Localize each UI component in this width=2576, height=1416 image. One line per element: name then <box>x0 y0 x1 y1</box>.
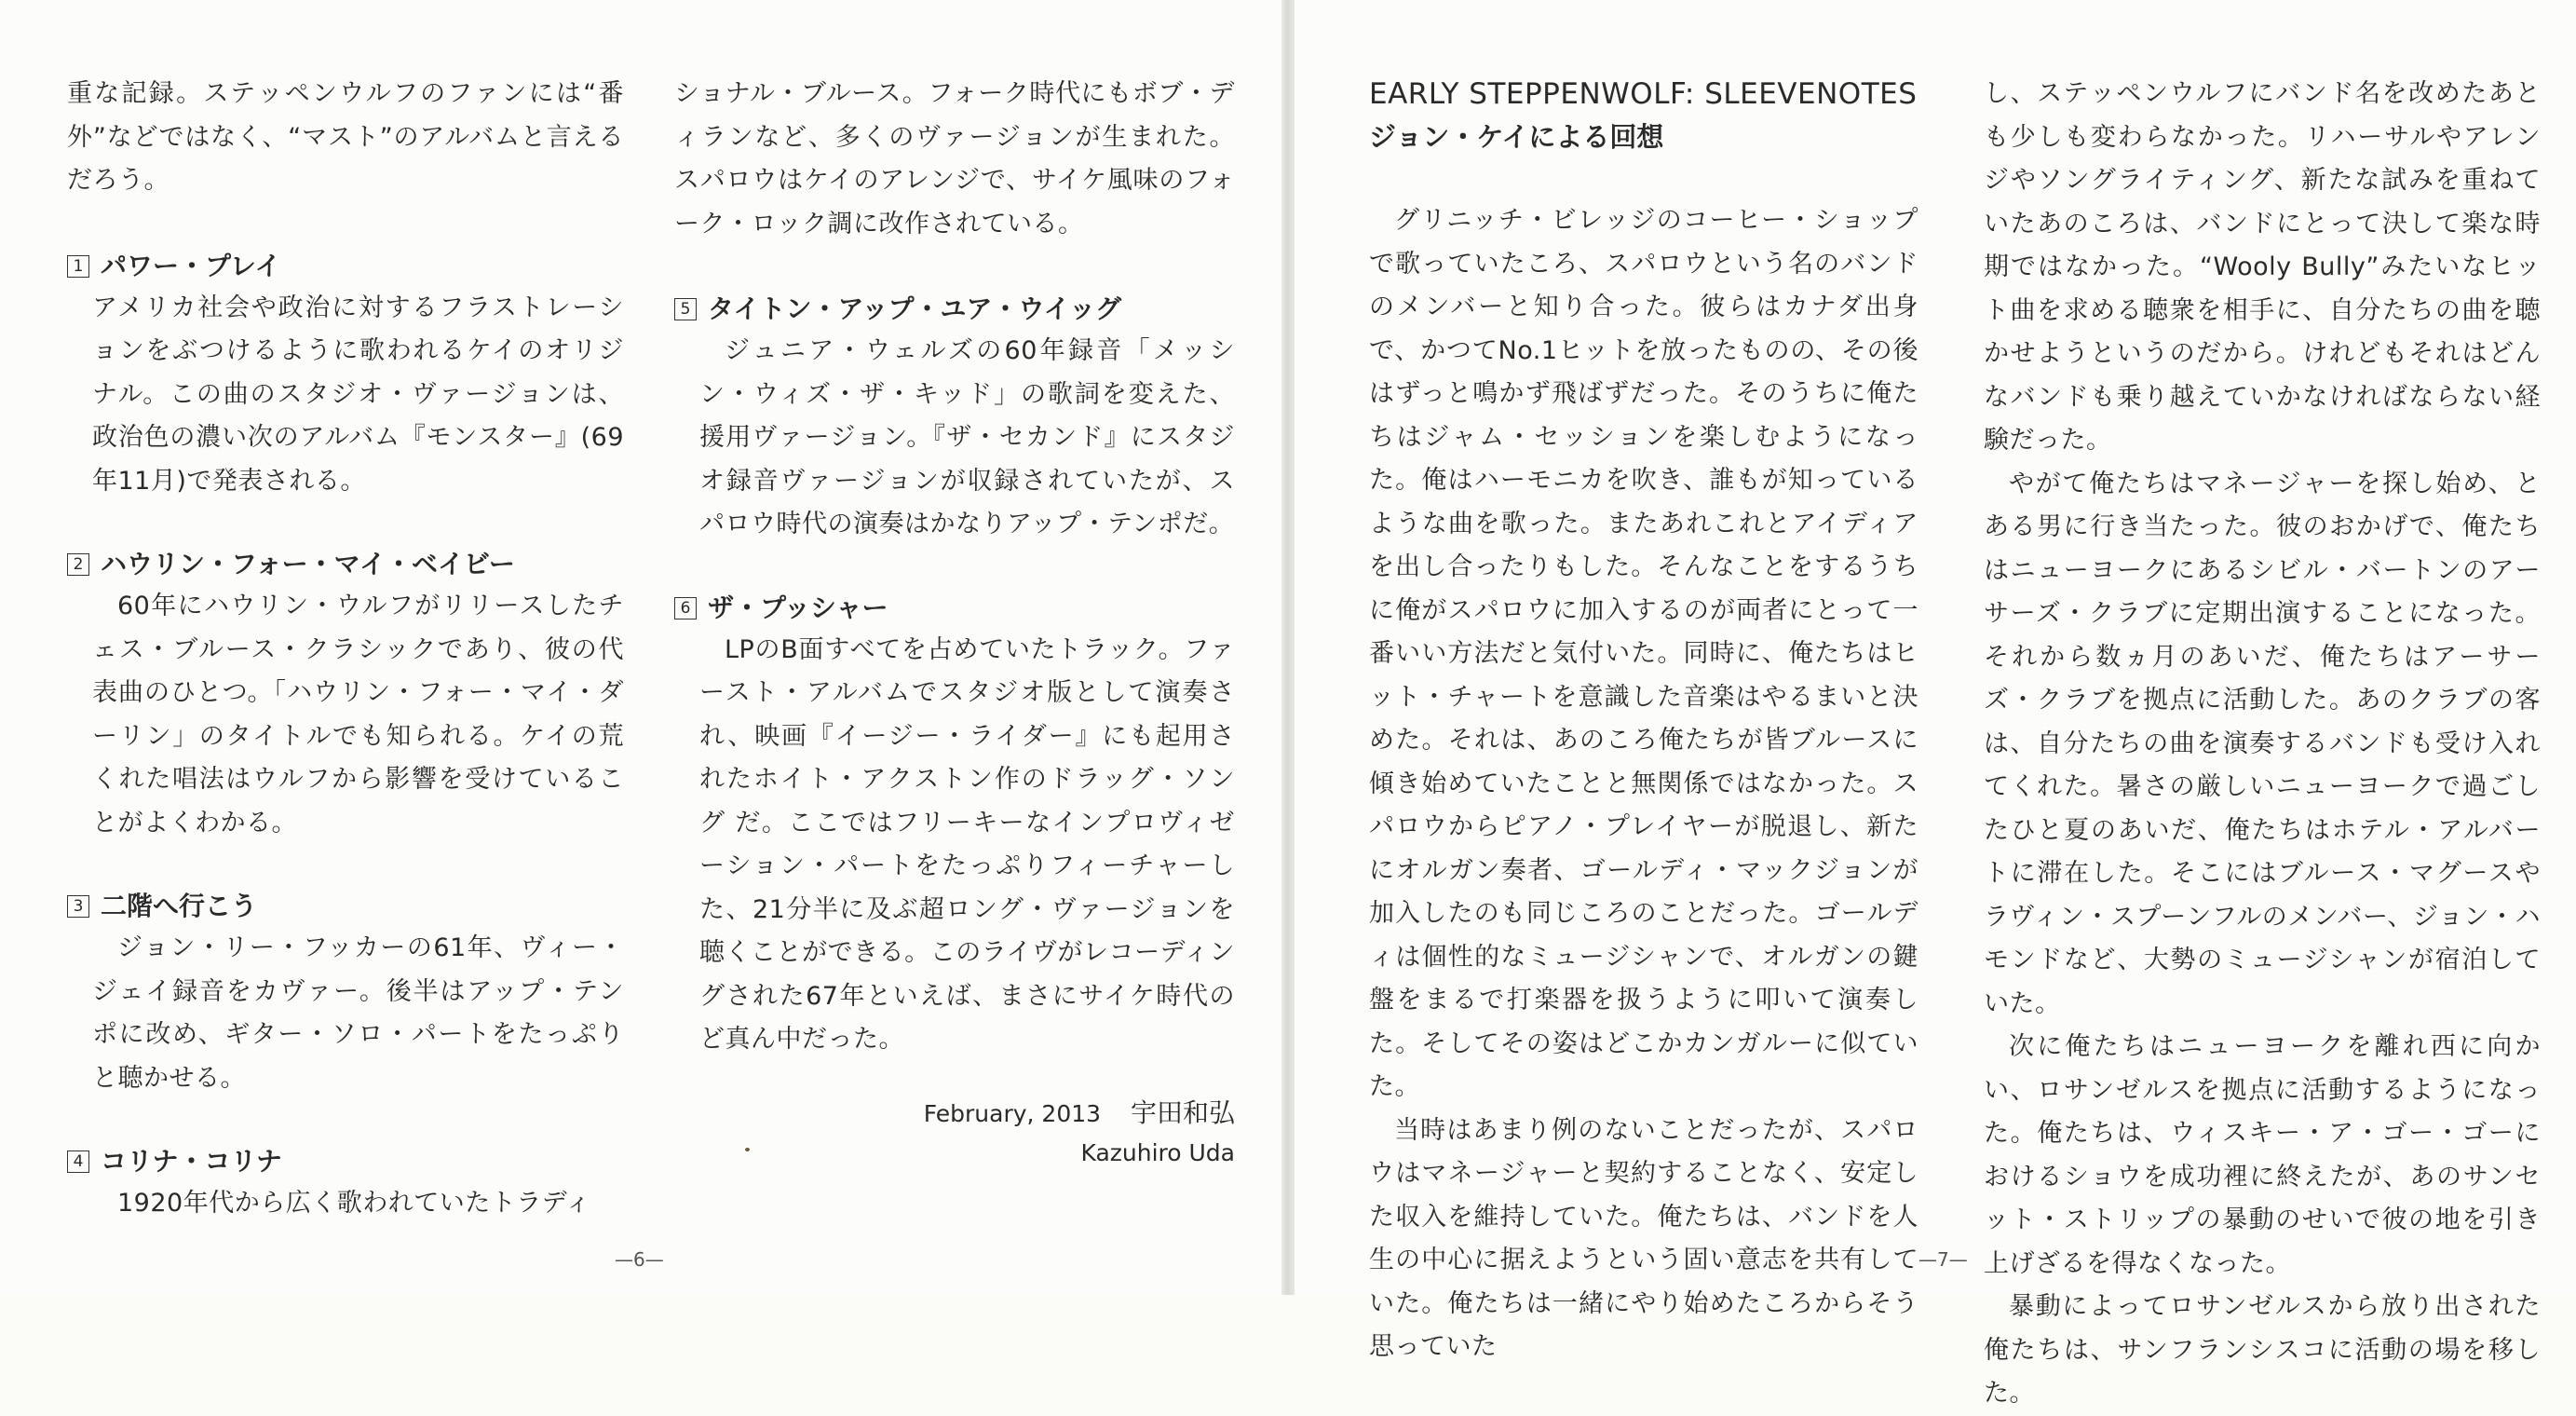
track-heading-4 <box>67 1141 624 1182</box>
body-paragraph: し、ステッペンウルフにバンド名を改めたあとも少しも変わらなかった。リハーサルやアレンジやソングライティング、新たな試みを重ねていたあのころは、バンドにとって決して楽な時期ではなかった。“Wooly Bully”みたいなヒット曲を求める聴衆を相手に、自分たちの曲を聴かせようというのだから。けれどもそれはどんなバンドも乗り越えていかなければならない経験だった。 <box>1984 79 2541 455</box>
track-description-4: 1920年代から広く歌われていたトラディ <box>117 1189 591 1218</box>
track-heading-3 <box>67 886 624 927</box>
track-description-5: ジュニア・ウェルズの60年録音「メッシン・ウィズ・ザ・キッド」の歌詞を変えた、援用ヴァージョン。『ザ・セカンド』にスタジオ録音ヴァージョンが収録されていたが、スパロウ時代の演奏はかなりアップ・テンポだ。 <box>699 336 1235 538</box>
signature-name-jp: 宇田和弘 <box>1130 1096 1235 1128</box>
track-heading-1 <box>67 246 624 287</box>
article-title-en: EARLY STEPPENWOLF: SLEEVENOTES <box>1369 77 1918 111</box>
book-gutter <box>1281 0 1295 1295</box>
article-title-jp: ジョン・ケイによる回想 <box>1369 121 1664 153</box>
track-heading-6 <box>674 588 1235 629</box>
track-title: パワー・プレイ <box>101 250 281 281</box>
left-column-1 <box>67 73 624 1226</box>
body-paragraph: 次に俺たちはニューヨークを離れ西に向かい、ロサンゼルスを拠点に活動するようになった。俺たちは、ウィスキー・ア・ゴー・ゴーにおけるショウを成功裡に終えたが、あのサンセット・ストリップの暴動のせいで彼の地を引き上げざるを得なくなった。 <box>1984 1032 2541 1278</box>
track-title: ザ・プッシャー <box>708 592 888 623</box>
track-number: 1 <box>67 255 89 278</box>
track-description-1: アメリカ社会や政治に対するフラストレーションをぶつけるように歌われるケイのオリジナル。この曲のスタジオ・ヴァージョンは、政治色の濃い次のアルバム『モンスター』(69年11月)で発表される。 <box>92 293 624 496</box>
body-paragraph: やがて俺たちはマネージャーを探し始め、とある男に行き当たった。彼のおかげで、俺たちはニューヨークにあるシビル・バートンのアーサーズ・クラブに定期出演することになった。それから数ヵ月のあいだ、俺たちはアーサーズ・クラブを拠点に活動した。あのクラブの客は、自分たちの曲を演奏するバンドも受け入れてくれた。暑さの厳しいニューヨークで過ごしたひと夏のあいだ、俺たちはホテル・アルバートに滞在した。そこにはブルース・マグースやラヴィン・スプーンフルのメンバー、ジョン・ハモンドなど、大勢のミュージシャンが宿泊していた。 <box>1984 469 2541 1018</box>
track-number: 2 <box>67 553 89 576</box>
track-title: タイトン・アップ・ユア・ウイッグ <box>708 293 1122 324</box>
body-paragraph: グリニッチ・ビレッジのコーヒー・ショップで歌っていたころ、スパロウという名のバンドのメンバーと知り合った。彼らはカナダ出身で、かつてNo.1ヒットを放ったものの、その後はずっと鳴かず飛ばずだった。そのうちに俺たちはジャム・セッションを楽しむようになった。俺はハーモニカを吹き、誰もが知っているような曲を歌った。またあれこれとアイディアを出し合ったりもした。そんなことをするうちに俺がスパロウに加入するのが両者にとって一番いい方法だと気付いた。同時に、俺たちはヒット・チャートを意識した音楽はやるまいと決めた。それは、あのころ俺たちが皆ブルースに傾き始めていたことと無関係ではなかった。スパロウからピアノ・プレイヤーが脱退し、新たにオルガン奏者、ゴールディ・マックジョンが加入したのも同じころのことだった。ゴールディは個性的なミュージシャンで、オルガンの鍵盤をまるで打楽器を扱うように叩いて演奏した。そしてその姿はどこかカンガルーに似ていた。 <box>1369 206 1918 1101</box>
signature-name-en: Kazuhiro Uda <box>1080 1138 1235 1166</box>
track-title: コリナ・コリナ <box>101 1146 282 1177</box>
body-paragraph: 暴動によってロサンゼルスから放り出された俺たちは、サンフランシスコに活動の場を移した。 <box>1984 1292 2541 1408</box>
track-number: 6 <box>674 597 697 620</box>
track-heading-5 <box>674 289 1235 330</box>
track-number: 3 <box>67 895 89 918</box>
track-description-6: LPのB面すべてを占めていたトラック。ファースト・アルバムでスタジオ版として演奏され、映画『イージー・ライダー』にも起用されたホイト・アクストン作のドラッグ・ソング だ。ここではフリーキーなインプロヴィゼーション・パートをたっぷりフィーチャーした、21分半に及ぶ超ロング・ヴァージョンを聴くことができる。このライヴがレコーディングされた67年といえば、まさにサイケ時代のど真ん中だった。 <box>699 634 1235 1054</box>
right-column-1 <box>1369 73 1918 1369</box>
continued-paragraph: ショナル・ブルース。フォーク時代にもボブ・ディランなど、多くのヴァージョンが生まれた。スパロウはケイのアレンジで、サイケ風味のフォーク・ロック調に改作されている。 <box>674 79 1235 238</box>
body-paragraph: 当時はあまり例のないことだったが、スパロウはマネージャーと契約することなく、安定した収入を維持していた。俺たちは、バンドを人生の中心に据えようという固い意志を共有していた。俺たちは一緒にやり始めたころからそう思っていた <box>1369 1115 1918 1361</box>
page-number-right: —7— <box>1918 1248 1968 1271</box>
right-column-2 <box>1984 73 2541 1416</box>
intro-paragraph: 重な記録。ステッペンウルフのファンには“番外”などではなく、“マスト”のアルバムと言えるだろう。 <box>67 79 624 195</box>
left-column-2 <box>674 73 1235 1173</box>
page-number-left: —6— <box>615 1248 664 1271</box>
paper-speck <box>745 1148 750 1151</box>
track-number: 4 <box>67 1150 89 1173</box>
track-title: ハウリン・フォー・マイ・ベイビー <box>101 549 515 579</box>
track-heading-2 <box>67 544 624 585</box>
signature-date: February, 2013 <box>923 1099 1102 1127</box>
track-number: 5 <box>674 298 697 320</box>
track-description-3: ジョン・リー・フッカーの61年、ヴィー・ジェイ録音をカヴァー。後半はアップ・テンポに改め、ギター・ソロ・パートをたっぷりと聴かせる。 <box>92 933 624 1093</box>
track-title: 二階へ行こう <box>101 891 258 921</box>
right-page <box>1295 0 2576 1408</box>
signature <box>674 1094 1235 1173</box>
track-description-2: 60年にハウリン・ウルフがリリースしたチェス・ブルース・クラシックであり、彼の代表曲のひとつ。「ハウリン・フォー・マイ・ダーリン」のタイトルでも知られる。ケイの荒くれた唱法はウルフから影響を受けていることがよくわかる。 <box>92 592 624 837</box>
left-page <box>0 0 1281 1295</box>
